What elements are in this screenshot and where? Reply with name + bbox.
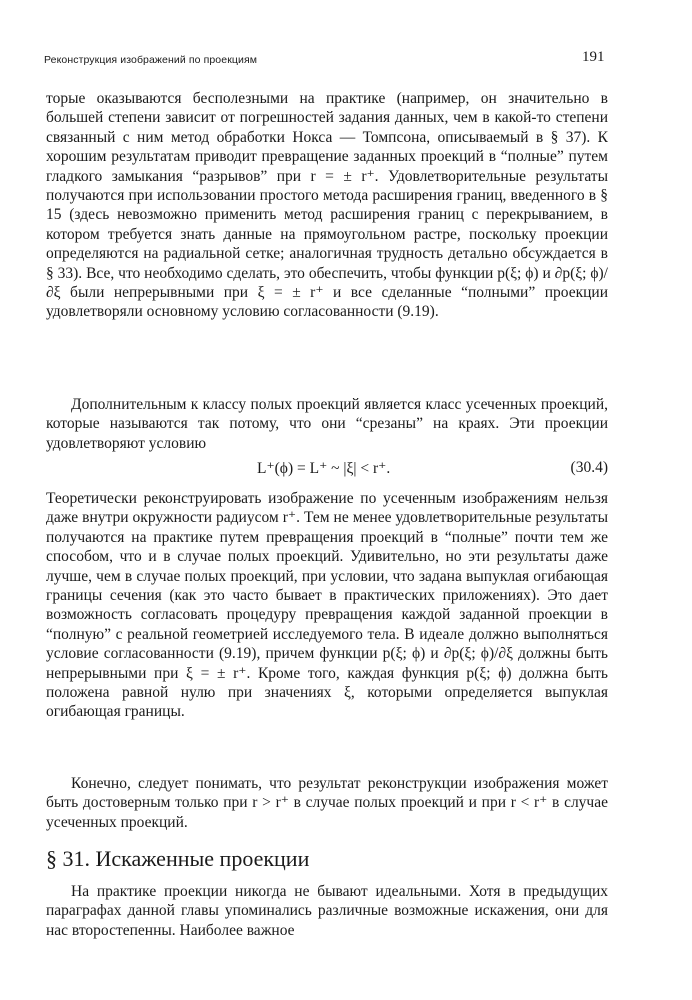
paragraph-section-intro [46,882,608,940]
paragraph-truncated-intro [46,395,608,453]
paragraph-5: На практике проекции никогда не бывают идеальными. Хотя в предыдущих параграфах данной главы упоминались различные возможные искажения, они для нас второстепенны. Наиболее важное [46,883,608,939]
equation-formula: L⁺(ϕ) = L⁺ ~ |ξ| < r⁺. [257,460,391,477]
running-header: Реконструкция изображений по проекциям [44,54,258,66]
paragraph-conclusion [46,774,608,832]
equation-row [46,459,608,481]
paragraph-continuation [46,89,608,322]
paragraph-4: Конечно, следует понимать, что результат реконструкции изображения может быть достоверным только при r > r⁺ в случае полых проекций и при r < r⁺ в случае усеченных проекций. [46,775,608,831]
paragraph-2: Дополнительным к классу полых проекций является класс усеченных проекций, которые называются так потому, что они “срезаны” на краях. Эти проекции удовлетворяют условию [46,396,608,452]
paragraph-theory [46,489,608,722]
equation-number: (30.4) [570,459,608,476]
paragraph-3: Теоретически реконструировать изображение по усеченным изображениям нельзя даже внутри окружности радиусом r⁺. Тем не менее удовлетворительные результаты получаются на практике путем превращения проекций в “полные” почти тем же способом, что и в случае полых проекций. Удивительно, но эти результаты даже лучше, чем в случае полых проекций, при условии, что задана выпуклая огибающая границы сечения (как это часто бывает в практических приложениях). Это дает возможность согласовать процедуру превращения каждой заданной проекции в “полную” с реальной геометрией исследуемого тела. В идеале должно выполняться условие согласованности (9.19), причем функции p(ξ; ϕ) и ∂p(ξ; ϕ)/∂ξ должны быть непрерывными при ξ = ± r⁺. Кроме того, каждая функция p(ξ; ϕ) должна быть положена равной нулю при значениях ξ, которыми определяется выпуклая огибающая границы. [46,490,608,721]
paragraph-1: торые оказываются бесполезными на практике (например, он значительно в большей степени зависит от погрешностей задания данных, чем в какой-то степени связанный с ним метод обработки Нокса — Томпсона, описываемый в § 37). К хорошим результатам приводит превращение заданных проекций в “полные” путем гладкого замыкания “разрывов” при r = ± r⁺. Удовлетворительные результаты получаются при использовании простого метода расширения границ, введенного в § 15 (здесь невозможно применить метод расширения границ с перекрыванием, в котором требуется знать данные на прямоугольном растре, поскольку проекции определяются на радиальной сетке; аналогичная трудность детально обсуждается в § 33). Все, что необходимо сделать, это обеспечить, чтобы функции p(ξ; ϕ) и ∂p(ξ; ϕ)/∂ξ были непрерывными при ξ = ± r⁺ и все сделанные “полными” проекции удовлетворяли основному условию согласованности (9.19). [46,90,608,321]
section-heading: § 31. Искаженные проекции [46,846,310,871]
page-number: 191 [582,49,605,65]
